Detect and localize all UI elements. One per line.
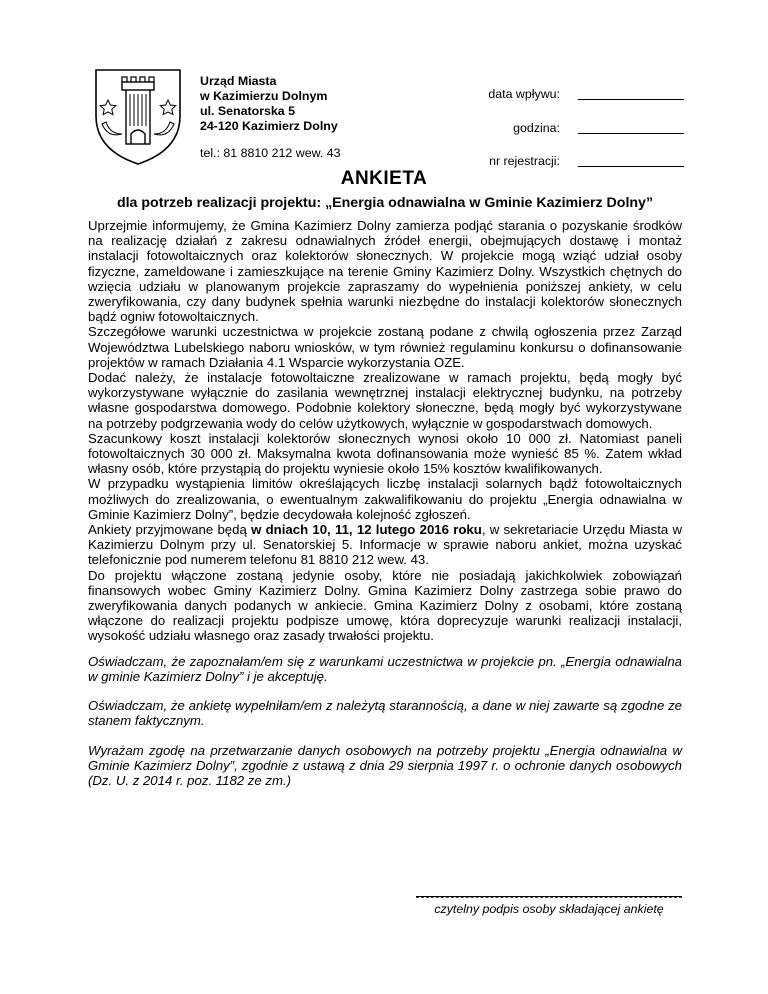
office-phone: tel.: 81 8810 212 wew. 43 — [200, 146, 341, 160]
declaration-data-consent: Wyrażam zgodę na przetwarzanie danych osobowych na potrzeby projektu „Energia odnawialna w Gminie Kazimierz Dolny”, zgodnie z ustawą z dnia 29 sierpnia 1997 r. o ochronie danych osobowych (Dz. U. z 2014 r. poz. 1182 ze zm.) — [88, 742, 682, 788]
paragraph-costs: Szacunkowy koszt instalacji kolektorów słonecznych wynosi około 10 000 zł. Natomiast paneli fotowoltaicznych 30 000 zł. Maksymalna kwota dofinansowania może wynieść 85 %. Zatem wkład własny osób, które przystąpią do projektu wyniesie około 15% kosztów kwalifikowanych. — [88, 430, 682, 477]
deadline-dates: w dniach 10, 11, 12 lutego 2016 roku — [251, 522, 482, 538]
office-street: ul. Senatorska 5 — [200, 104, 296, 118]
time-field[interactable] — [578, 133, 684, 134]
office-name: Urząd Miasta — [200, 74, 277, 88]
office-postal-city: 24-120 Kazimierz Dolny — [200, 119, 338, 133]
document-subtitle: dla potrzeb realizacji projektu: „Energia odnawialna w Gminie Kazimierz Dolny” — [116, 195, 654, 211]
time-label: godzina: — [513, 121, 560, 135]
paragraph-intro: Uprzejmie informujemy, że Gmina Kazimierz Dolny zamierza podjąć starania o pozyskanie środków na realizację działań z zakresu odnawialnych źródeł energii, obejmujących dostawę i montaż instalacji fotowoltaicznych oraz kolektorów słonecznych. W projekcie mogą wziąć udział osoby fizyczne, zameldowane i zamieszkujące na terenie Gminy Kazimierz Dolny. Wszystkich chętnych do wzięcia udziału w planowanym projekcie zapraszamy do wypełnienia poniższej ankiety, w celu zweryfikowania, czy dany budynek spełnia warunki niezbędne do instalacji kolektorów słonecznych bądź ogniw fotowoltaicznych. — [88, 218, 682, 325]
document-body — [88, 218, 682, 788]
deadline-text-after: , w sekretariacie Urzędu Miasta w Kazimierzu Dolnym przy ul. Senatorskiej 5. Informacje w sprawie naboru ankiet, można uzyskać telefonicznie pod numerem telefonu 81 8810 212 wew. 43. — [88, 522, 683, 568]
office-address-block — [200, 74, 338, 134]
paragraph-closing: Do projektu włączone zostaną jedynie osoby, które nie posiadają jakichkolwiek zobowiązań finansowych wobec Gminy Kazimierz Dolny. Gmina Kazimierz Dolny zastrzega sobie prawo do zweryfikowania danych podanych w ankiecie. Gmina Kazimierz Dolny z osobami, które zostaną włączone do realizacji projektu podpisze umowę, która doprecyzuje warunki realizacji instalacji, wysokość udziału własnego oraz zasady trwałości projektu. — [88, 567, 682, 644]
town-crest-logo — [88, 66, 188, 166]
paragraph-limits: W przypadku wystąpienia limitów określających liczbę instalacji solarnych bądź fotowoltaicznych możliwych do zrealizowania, o ewentualnym zakwalifikowaniu do projektu „Energia odnawialna w Gminie Kazimierz Dolny”, będzie decydowała kolejność zgłoszeń. — [88, 476, 682, 522]
received-date-field[interactable] — [578, 99, 684, 100]
deadline-text-before: Ankiety przyjmowane będą — [88, 522, 252, 538]
declaration-accuracy: Oświadczam, że ankietę wypełniłam/em z należytą starannością, a dane w niej zawarte są zgodne ze stanem faktycznym. — [88, 698, 682, 729]
registration-number-label: nr rejestracji: — [489, 154, 560, 168]
document-title: ANKIETA — [340, 168, 428, 189]
signature-line[interactable] — [416, 897, 682, 898]
registration-number-field[interactable] — [578, 166, 684, 167]
paragraph-conditions: Szczegółowe warunki uczestnictwa w projekcie zostaną podane z chwilą ogłoszenia przez Zarząd Województwa Lubelskiego naboru wniosków, w tym również regulaminu konkursu o dofinansowanie projektów w ramach Działania 4.1 Wsparcie wykorzystania OZE. — [88, 324, 682, 370]
office-location: w Kazimierzu Dolnym — [200, 89, 328, 103]
paragraph-deadline — [88, 522, 682, 568]
signature-caption: czytelny podpis osoby składającej ankietę — [434, 902, 664, 916]
received-date-label: data wpływu: — [488, 87, 560, 101]
declaration-conditions: Oświadczam, że zapoznałam/em się z warunkami uczestnictwa w projekcie pn. „Energia odnawialna w gminie Kazimierz Dolny” i je akceptuję. — [88, 653, 682, 684]
paragraph-usage: Dodać należy, że instalacje fotowoltaiczne zrealizowane w ramach projektu, będą mogły być wykorzystywane wyłącznie do zasilania wewnętrznej instalacji elektrycznej budynku, na potrzeby własne gospodarstwa domowego. Podobnie kolektory słoneczne, będą mogły być wykorzystywane na potrzeby podgrzewania wody do celów użytkowych, wyłącznie w gospodarstwach domowych. — [88, 370, 682, 431]
